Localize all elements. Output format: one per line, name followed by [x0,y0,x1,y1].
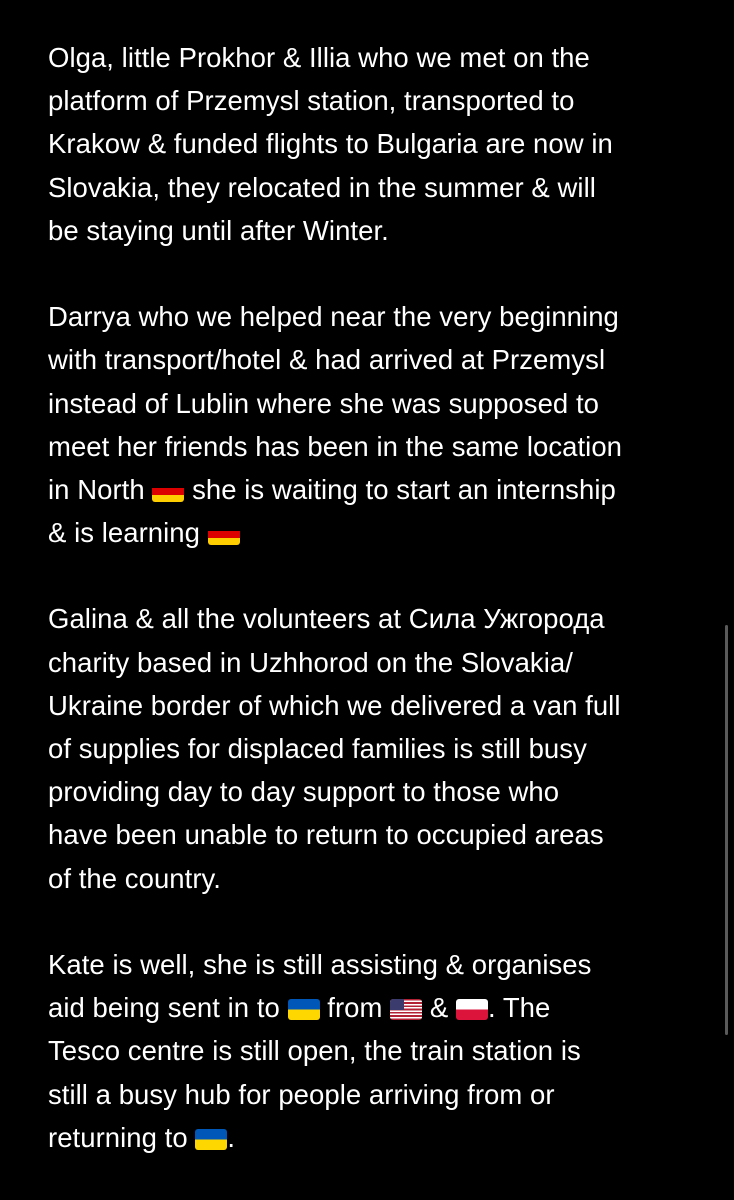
text-line: Slovakia, they relocated in the summer & will [48,171,596,203]
flag-de-icon [152,481,184,502]
note-text-body [48,36,712,1159]
text-line: meet her friends has been in the same location [48,430,623,462]
text-fragment: aid being sent in to [48,992,288,1024]
text-line: providing day to day support to those who [48,776,560,808]
text-line: charity based in Uzhhorod on the Slovakia/ [48,646,573,678]
text-line: Krakow & funded flights to Bulgaria are now in [48,128,613,160]
paragraph-gap [48,900,712,943]
text-line: have been unable to return to occupied areas [48,819,604,851]
text-line: Olga, little Prokhor & Illia who we met on the [48,42,590,73]
text-line [48,986,712,1029]
text-line: be staying until after Winter. [48,214,389,246]
text-line: with transport/hotel & had arrived at Przemysl [48,344,606,376]
flag-ua-icon [288,999,320,1020]
text-line: Ukraine border of which we delivered a van full [48,689,621,721]
text-fragment: returning to [48,1121,196,1153]
text-line: instead of Lublin where she was supposed to [48,387,599,419]
text-line: of supplies for displaced families is still busy [48,733,587,764]
text-fragment: & [422,992,456,1024]
text-line [48,511,712,554]
text-line: of the country. [48,862,221,894]
paragraph-gap [48,554,712,597]
text-fragment: in North [48,473,153,505]
text-line [48,468,712,511]
text-fragment: . [227,1121,236,1153]
text-line: Galina & all the volunteers at Сила Ужгорода [48,603,605,635]
text-line: Kate is well, she is still assisting & organises [48,948,592,980]
flag-ua-icon [195,1129,227,1150]
paragraph-gap [48,252,712,295]
text-line: platform of Przemysl station, transported to [48,85,575,117]
text-fragment: & is learning [48,517,208,549]
text-line [48,1116,712,1159]
text-fragment: from [319,992,391,1024]
text-fragment: she is waiting to start an internship [184,473,616,505]
text-line: still a busy hub for people arriving from or [48,1078,555,1110]
text-line: Tesco centre is still open, the train station is [48,1035,581,1067]
text-fragment: . The [487,992,551,1024]
vertical-scrollbar[interactable] [725,625,728,1035]
flag-pl-icon [456,999,488,1020]
text-line: Darrya who we helped near the very beginning [48,301,619,333]
flag-de-icon [208,524,240,545]
flag-us-icon [390,999,422,1020]
